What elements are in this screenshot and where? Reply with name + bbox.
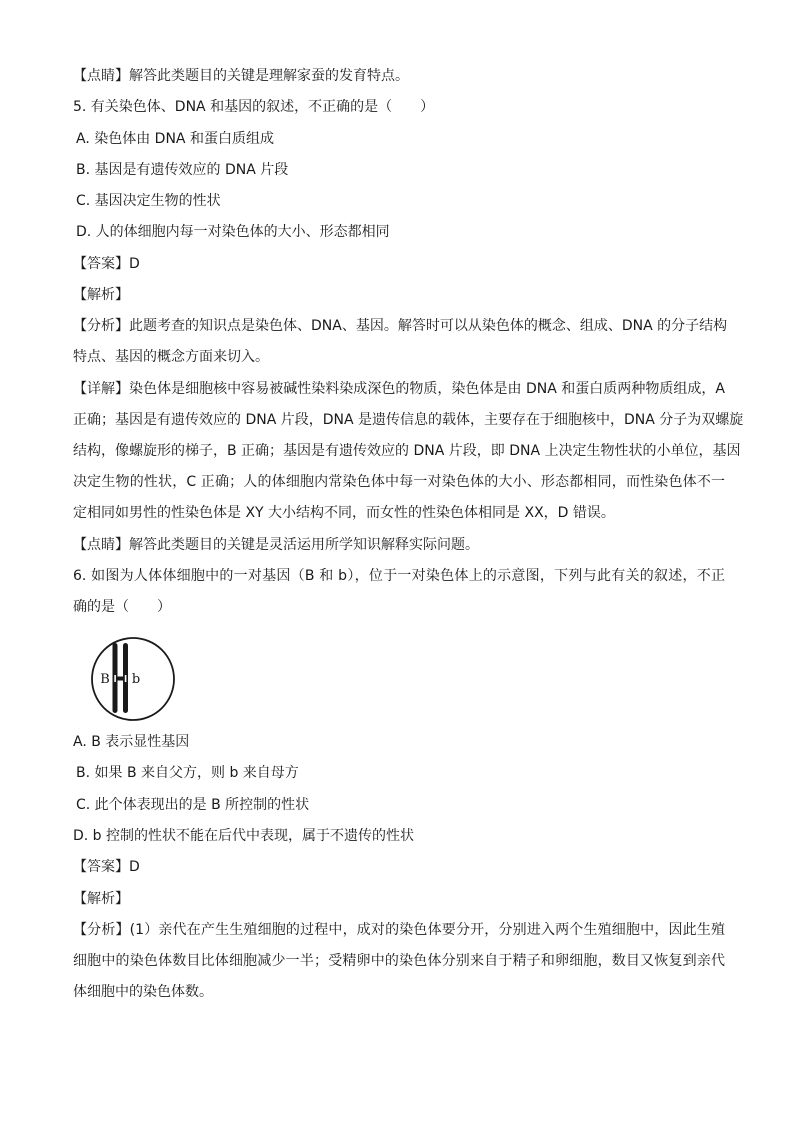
centromere bbox=[117, 677, 124, 681]
text-line: 【分析】此题考查的知识点是染色体、DNA、基因。解答时可以从染色体的概念、组成、DNA 的分子结构 bbox=[73, 318, 728, 334]
question-5-highlight-note: 【点睛】解答此类题目的关键是灵活运用所学知识解释实际问题。 bbox=[73, 537, 479, 553]
question-6-option-a: A. B 表示显性基因 bbox=[73, 734, 190, 750]
question-5-option-a: A. 染色体由 DNA 和蛋白质组成 bbox=[76, 131, 274, 147]
question-6-explanation-heading: 【解析】 bbox=[73, 891, 129, 907]
question-6-answer: 【答案】D bbox=[73, 859, 140, 875]
text-line: 决定生物的性状，C 正确；人的体细胞内常染色体中每一对染色体的大小、形态都相同，而性染色体不一 bbox=[73, 474, 725, 490]
highlight-note-prev: 【点睛】解答此类题目的关键是理解家蚕的发育特点。 bbox=[73, 68, 409, 84]
text-line: 正确；基因是有遗传效应的 DNA 片段，DNA 是遗传信息的载体，主要存在于细胞核中，DNA 分子为双螺旋 bbox=[73, 412, 744, 428]
question-6-option-d: D. b 控制的性状不能在后代中表现，属于不遗传的性状 bbox=[73, 828, 415, 844]
question-5-explanation-heading: 【解析】 bbox=[73, 287, 129, 303]
question-5-analysis bbox=[73, 316, 728, 378]
text-line: 体细胞中的染色体数。 bbox=[73, 984, 213, 1000]
question-5-stem: 5. 有关染色体、DNA 和基因的叙述，不正确的是（ ） bbox=[73, 99, 435, 115]
text-line: 结构，像螺旋形的梯子，B 正确；基因是有遗传效应的 DNA 片段，即 DNA 上决定生物性状的小单位，基因 bbox=[73, 443, 741, 459]
chromosome-figure bbox=[78, 637, 188, 721]
text-line: 确的是（ ） bbox=[73, 599, 171, 615]
question-6-stem bbox=[73, 566, 725, 628]
text-line: 定相同如男性的性染色体是 XY 大小结构不同，而女性的性染色体相同是 XX，D 错误。 bbox=[73, 505, 615, 521]
text-line: 【详解】染色体是细胞核中容易被碱性染料染成深色的物质，染色体是由 DNA 和蛋白质两种物质组成，A bbox=[73, 381, 725, 397]
question-6-option-b: B. 如果 B 来自父方，则 b 来自母方 bbox=[76, 765, 299, 781]
gene-label-dominant: B bbox=[100, 672, 110, 687]
gene-locus-right bbox=[125, 675, 127, 682]
question-5-detail bbox=[73, 379, 744, 534]
question-6-option-c: C. 此个体表现出的是 B 所控制的性状 bbox=[76, 797, 310, 813]
text-line: 【分析】(1）亲代在产生生殖细胞的过程中，成对的染色体要分开，分别进入两个生殖细胞中，因此生殖 bbox=[73, 922, 725, 938]
gene-label-recessive: b bbox=[131, 672, 141, 687]
text-line: 特点、基因的概念方面来切入。 bbox=[73, 349, 269, 365]
question-5-answer: 【答案】D bbox=[73, 256, 140, 272]
text-line: 6. 如图为人体体细胞中的一对基因（B 和 b），位于一对染色体上的示意图，下列与此有关的叙述，不正 bbox=[73, 568, 725, 584]
question-5-option-b: B. 基因是有遗传效应的 DNA 片段 bbox=[76, 162, 289, 178]
text-line: 细胞中的染色体数目比体细胞减少一半；受精卵中的染色体分别来自于精子和卵细胞，数目又恢复到亲代 bbox=[73, 953, 725, 969]
question-5-option-c: C. 基因决定生物的性状 bbox=[76, 193, 221, 209]
gene-locus-left bbox=[114, 675, 116, 682]
question-6-analysis bbox=[73, 920, 725, 1013]
question-5-option-d: D. 人的体细胞内每一对染色体的大小、形态都相同 bbox=[76, 224, 390, 240]
